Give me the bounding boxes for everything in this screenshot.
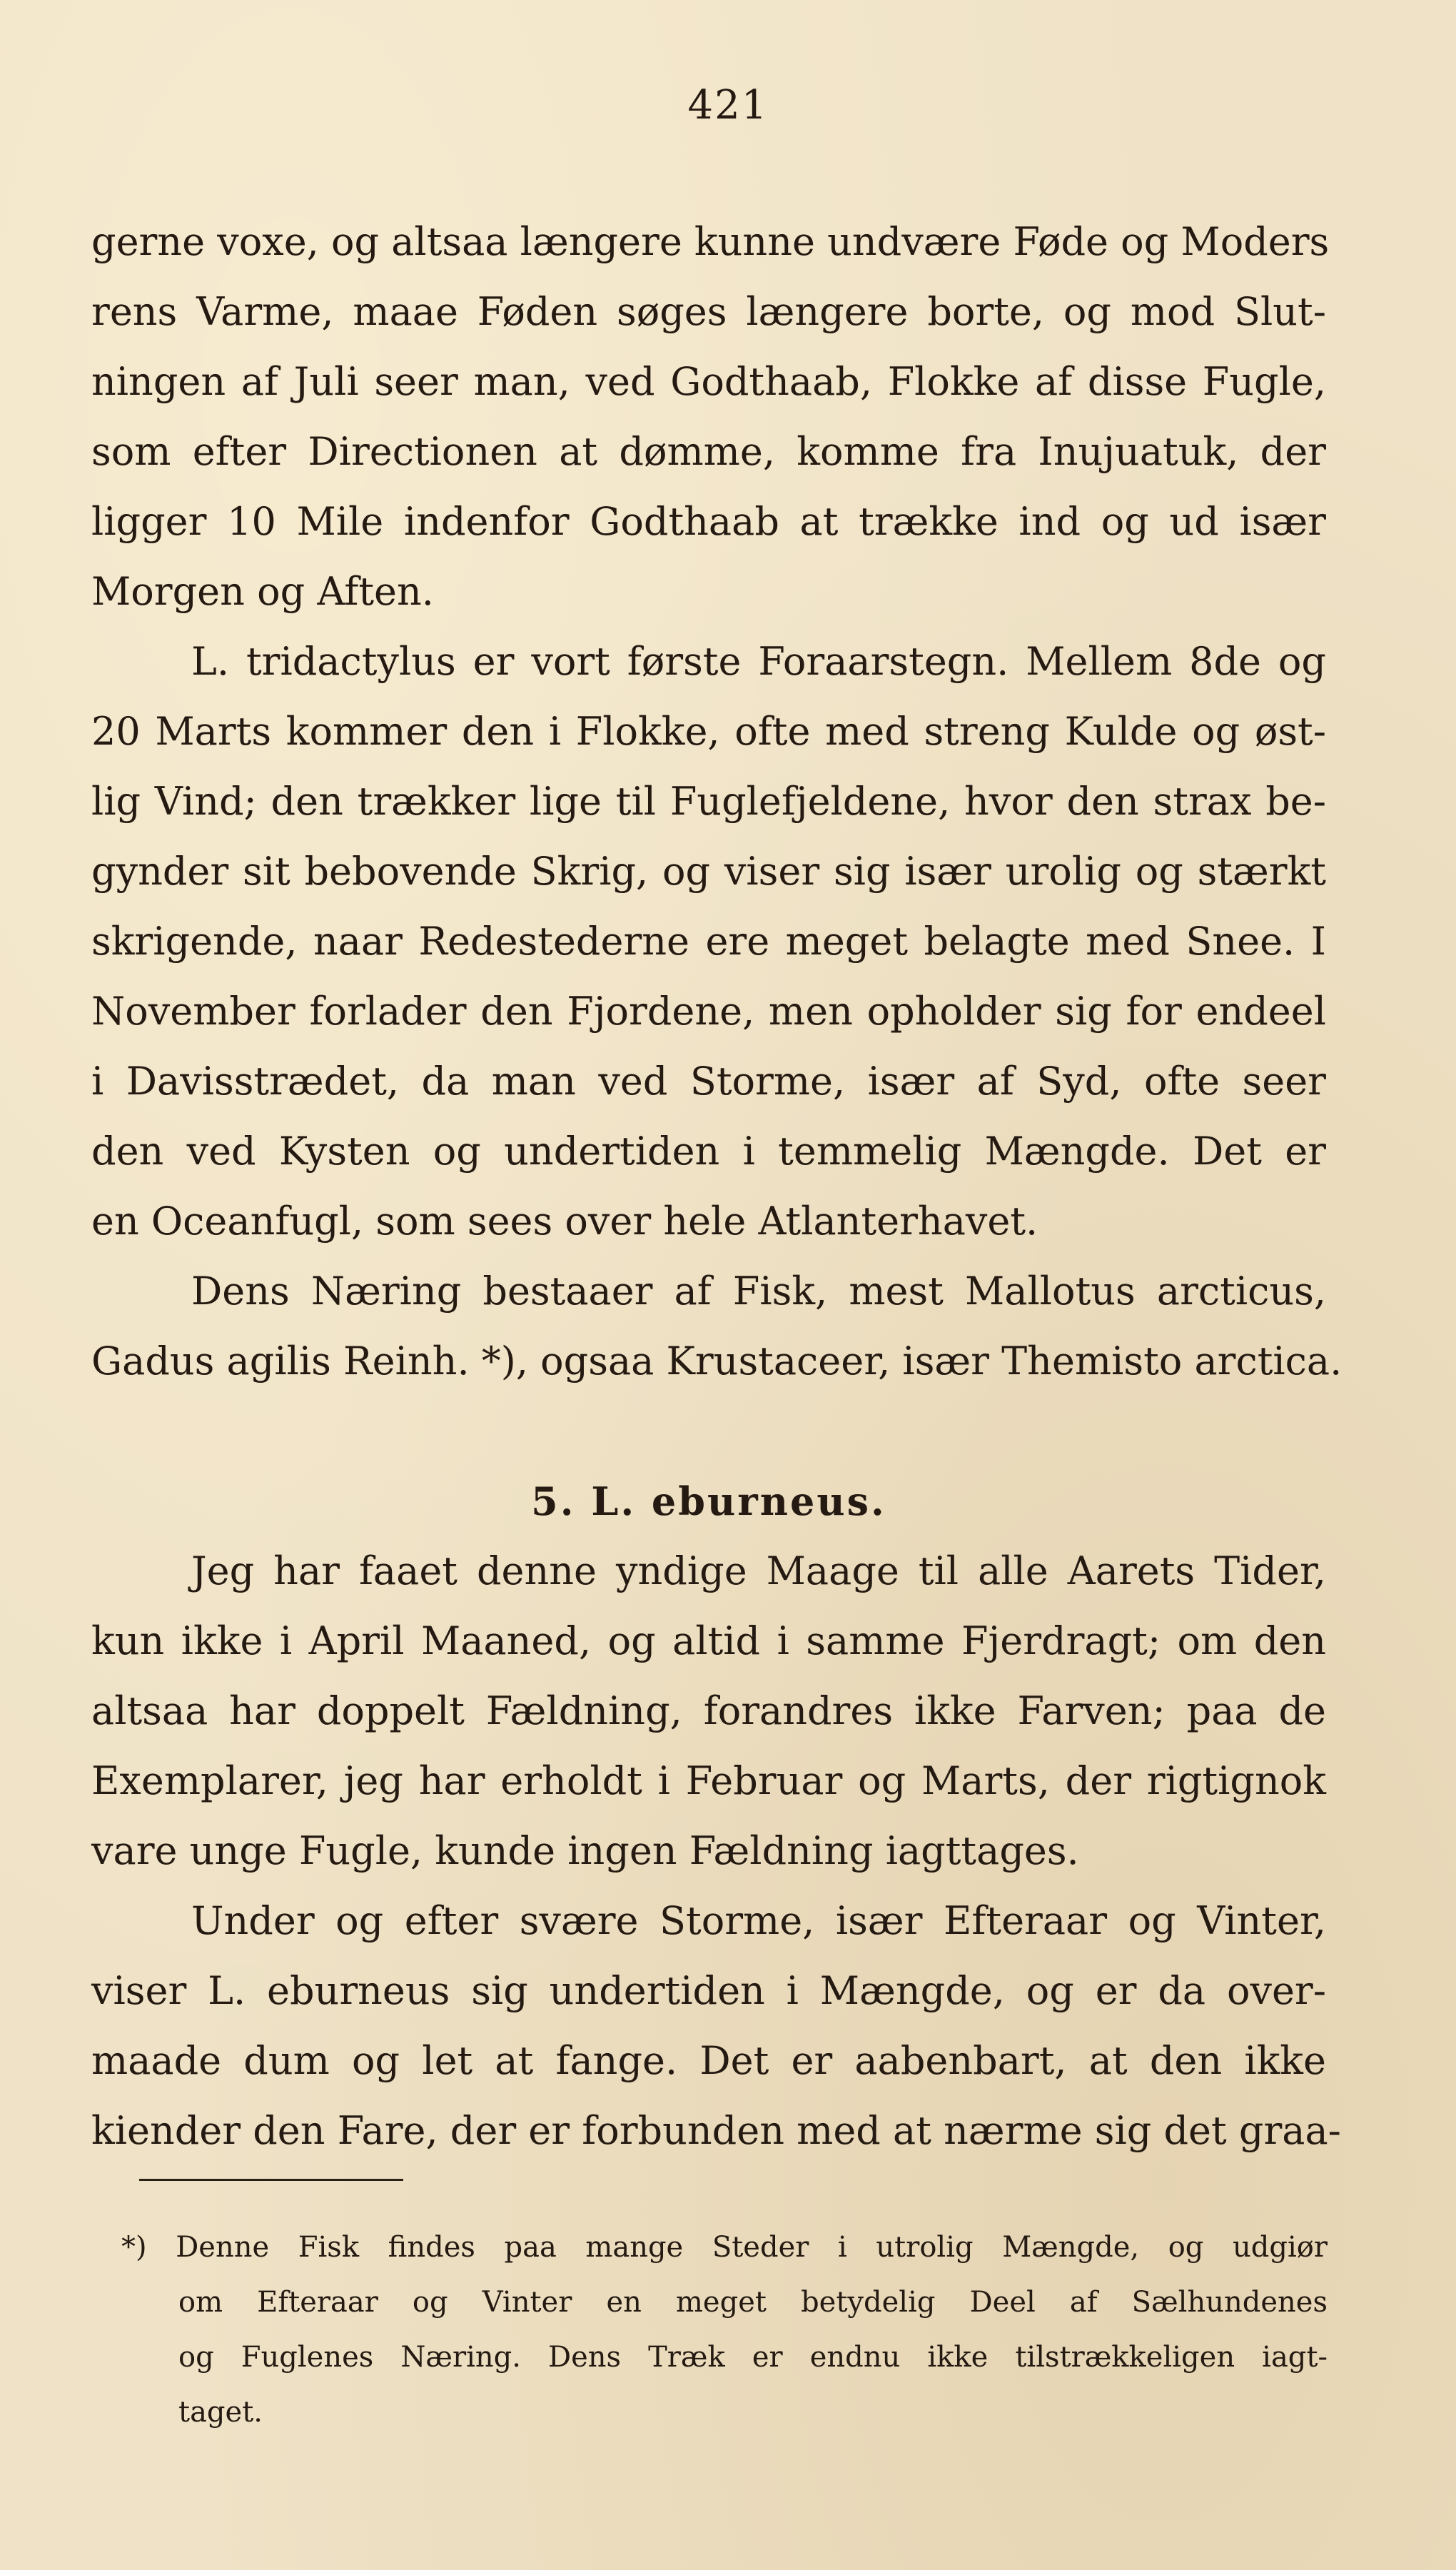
text-line: en Oceanfugl, som sees over hele Atlanterhavet. [91, 1199, 1038, 1244]
text-line: altsaa har doppelt Fældning, forandres ikke Farven; paa de [91, 1688, 1326, 1733]
paragraph-4 [91, 1536, 1326, 1886]
footnote-line: *) Denne Fisk findes paa mange Steder i utrolig Mængde, og udgiør [121, 2231, 1328, 2264]
text-line: Dens Næring bestaaer af Fisk, mest Mallotus arcticus, [191, 1269, 1326, 1314]
text-line: L. tridactylus er vort første Foraarstegn. Mellem 8de og [191, 639, 1326, 684]
page-number: 421 [687, 82, 769, 128]
text-line: maade dum og let at fange. Det er aabenbart, at den ikke [91, 2038, 1326, 2083]
section-heading: 5. L. eburneus. [531, 1478, 886, 1524]
body-text [91, 207, 1343, 2166]
text-line: kun ikke i April Maaned, og altid i samme Fjerdragt; om den [91, 1618, 1326, 1663]
footnote [121, 2220, 1328, 2440]
text-line: den ved Kysten og undertiden i temmelig Mængde. Det er [91, 1129, 1326, 1174]
text-line: Morgen og Aften. [91, 569, 434, 614]
text-line: som efter Directionen at dømme, komme fra Inujuatuk, der [91, 429, 1326, 474]
text-line: Jeg har faaet denne yndige Maage til alle Aarets Tider, [191, 1548, 1326, 1593]
text-line: November forlader den Fjordene, men opholder sig for endeel [91, 989, 1326, 1034]
text-line: gynder sit bebovende Skrig, og viser sig især urolig og stærkt [91, 849, 1326, 894]
text-line: 20 Marts kommer den i Flokke, ofte med streng Kulde og øst- [91, 709, 1326, 754]
footnote-divider [139, 2179, 403, 2181]
text-line: vare unge Fugle, kunde ingen Fældning iagttages. [91, 1828, 1079, 1873]
text-line: viser L. eburneus sig undertiden i Mængde, og er da over- [91, 1968, 1326, 2013]
footnote-line: og Fuglenes Næring. Dens Træk er endnu ikke tilstrækkeligen iagt- [178, 2341, 1328, 2374]
paragraph-1 [91, 207, 1330, 627]
text-line: ligger 10 Mile indenfor Godthaab at trække ind og ud især [91, 499, 1326, 544]
text-line: kiender den Fare, der er forbunden med at nærme sig det graa- [91, 2108, 1341, 2153]
text-line: i Davisstrædet, da man ved Storme, især af Syd, ofte seer [91, 1059, 1326, 1104]
footnote-line: om Efteraar og Vinter en meget betydelig Deel af Sælhundenes [178, 2286, 1328, 2319]
text-line: Under og efter svære Storme, især Efteraar og Vinter, [191, 1898, 1326, 1943]
paragraph-5 [91, 1886, 1341, 2166]
text-line: Gadus agilis Reinh. *), ogsaa Krustaceer, især Themisto arctica. [91, 1339, 1343, 1384]
text-line: rens Varme, maae Føden søges længere borte, og mod Slut- [91, 289, 1326, 334]
text-line: gerne voxe, og altsaa længere kunne undvære Føde og Moders [91, 219, 1330, 264]
text-line: ningen af Juli seer man, ved Godthaab, Flokke af disse Fugle, [91, 359, 1326, 404]
paragraph-2 [91, 627, 1326, 1256]
text-line: lig Vind; den trækker lige til Fuglefjeldene, hvor den strax be- [91, 779, 1326, 824]
footnote-line: taget. [178, 2396, 263, 2429]
text-line: skrigende, naar Redestederne ere meget belagte med Snee. I [91, 919, 1326, 964]
paragraph-3 [91, 1256, 1343, 1396]
text-line: Exemplarer, jeg har erholdt i Februar og Marts, der rigtignok [91, 1758, 1326, 1803]
